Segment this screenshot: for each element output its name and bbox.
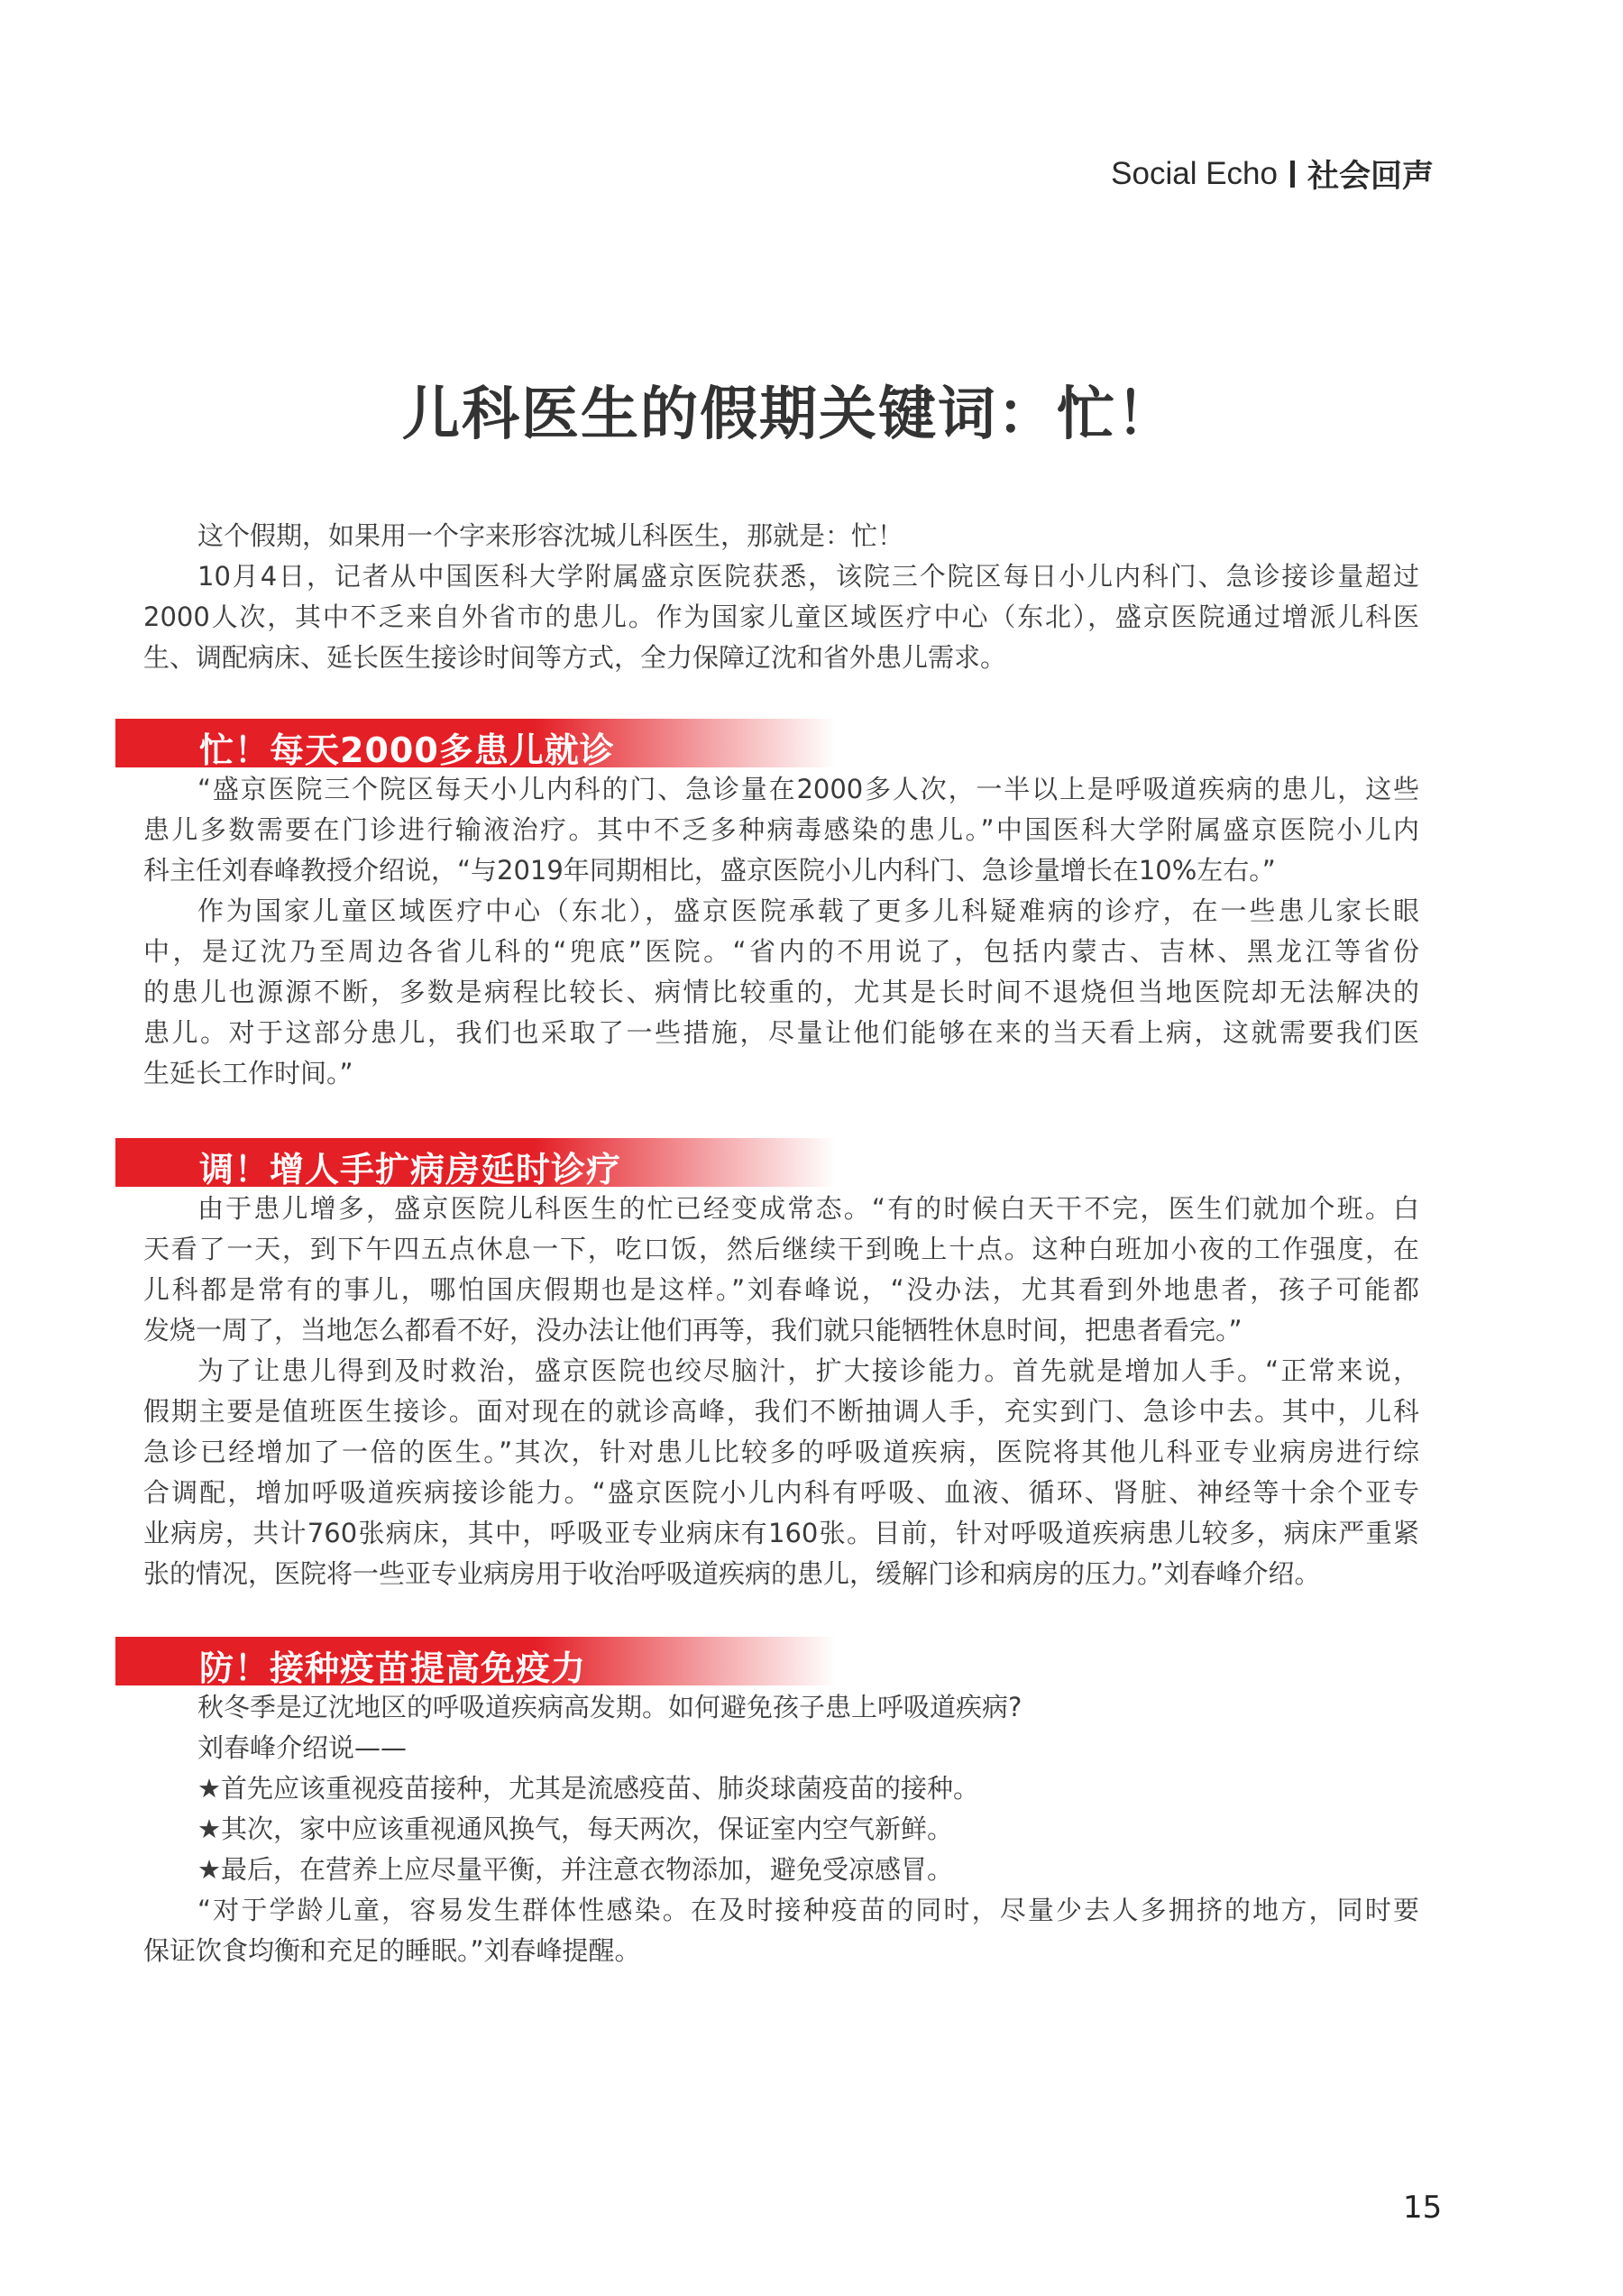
- text-line: 合调配，增加呼吸道疾病接诊能力。“盛京医院小儿内科有呼吸、血液、循环、肾脏、神经等十余个亚专: [143, 1477, 1419, 1508]
- text-line: 患儿多数需要在门诊进行输液治疗。其中不乏多种病毒感染的患儿。”中国医科大学附属盛京医院小儿内: [143, 814, 1419, 845]
- text-line: 由于患儿增多，盛京医院儿科医生的忙已经变成常态。“有的时候白天干不完，医生们就加个班。白: [197, 1193, 1419, 1224]
- text-line: 秋冬季是辽沈地区的呼吸道疾病高发期。如何避免孩子患上呼吸道疾病?: [197, 1692, 1022, 1722]
- header-divider: [1290, 161, 1295, 188]
- text-line: ★最后，在营养上应尽量平衡，并注意衣物添加，避免受凉感冒。: [197, 1854, 953, 1885]
- section-name-en: Social Echo: [1111, 156, 1278, 191]
- text-line: 保证饮食均衡和充足的睡眠。”刘春峰提醒。: [143, 1935, 641, 1966]
- text-line: “盛京医院三个院区每天小儿内科的门、急诊量在2000多人次，一半以上是呼吸道疾病的患儿，这些: [197, 774, 1419, 804]
- section-heading-bar: [115, 1138, 837, 1187]
- article-title: 儿科医生的假期关键词：忙！: [402, 381, 1176, 448]
- page-number: 15: [1403, 2190, 1443, 2226]
- text-line: ★其次，家中应该重视通风换气，每天两次，保证室内空气新鲜。: [197, 1814, 953, 1844]
- text-line: 生、调配病床、延长医生接诊时间等方式，全力保障辽沈和省外患儿需求。: [143, 642, 1007, 673]
- text-line: 科主任刘春峰教授介绍说，“与2019年同期相比，盛京医院小儿内科门、急诊量增长在10%左右。”: [143, 855, 1276, 886]
- text-line: 刘春峰介绍说——: [197, 1732, 408, 1763]
- text-line: ★首先应该重视疫苗接种，尤其是流感疫苗、肺炎球菌疫苗的接种。: [197, 1773, 979, 1804]
- text-line: 发烧一周了，当地怎么都看不好，没办法让他们再等，我们就只能牺牲休息时间，把患者看完。”: [143, 1315, 1242, 1345]
- text-line: 作为国家儿童区域医疗中心（东北），盛京医院承载了更多儿科疑难病的诊疗，在一些患儿家长眼: [197, 895, 1419, 926]
- section-heading-bar: [115, 719, 837, 770]
- text-line: 急诊已经增加了一倍的医生。”其次，针对患儿比较多的呼吸道疾病，医院将其他儿科亚专业病房进行综: [143, 1437, 1419, 1467]
- section-body: [143, 1687, 1419, 1971]
- section-heading: 忙！每天2000多患儿就诊: [199, 730, 615, 770]
- section-heading: 调！增人手扩病房延时诊疗: [199, 1150, 622, 1189]
- text-line: 10月4日，记者从中国医科大学附属盛京医院获悉，该院三个院区每日小儿内科门、急诊接诊量超过: [197, 561, 1419, 592]
- text-line: 假期主要是值班医生接诊。面对现在的就诊高峰，我们不断抽调人手，充实到门、急诊中去。其中，儿科: [143, 1396, 1419, 1427]
- text-line: 张的情况，医院将一些亚专业病房用于收治呼吸道疾病的患儿，缓解门诊和病房的压力。”刘春峰介绍。: [143, 1558, 1321, 1589]
- section-body: [143, 769, 1419, 1094]
- text-line: 这个假期，如果用一个字来形容沈城儿科医生，那就是：忙！: [197, 520, 904, 551]
- text-line: 生延长工作时间。”: [143, 1058, 353, 1088]
- section-heading: 防！接种疫苗提高免疫力: [199, 1649, 587, 1688]
- section-header: [1111, 152, 1434, 197]
- text-line: 中，是辽沈乃至周边各省儿科的“兜底”医院。“省内的不用说了，包括内蒙古、吉林、黑龙江等省份: [143, 936, 1419, 967]
- section-body: [143, 1189, 1419, 1594]
- text-line: 患儿。对于这部分患儿，我们也采取了一些措施，尽量让他们能够在来的当天看上病，这就需要我们医: [143, 1017, 1419, 1048]
- text-line: 儿科都是常有的事儿，哪怕国庆假期也是这样。”刘春峰说，“没办法，尤其看到外地患者，孩子可能都: [143, 1274, 1419, 1305]
- intro-paragraphs: [143, 516, 1419, 678]
- section-heading-bar: [115, 1637, 837, 1688]
- text-line: “对于学龄儿童，容易发生群体性感染。在及时接种疫苗的同时，尽量少去人多拥挤的地方，同时要: [197, 1895, 1419, 1925]
- section-name-cn: 社会回声: [1307, 159, 1434, 195]
- text-line: 的患儿也源源不断，多数是病程比较长、病情比较重的，尤其是长时间不退烧但当地医院却无法解决的: [143, 977, 1419, 1007]
- text-line: 为了让患儿得到及时救治，盛京医院也绞尽脑汁，扩大接诊能力。首先就是增加人手。“正常来说，: [197, 1355, 1419, 1386]
- text-line: 天看了一天，到下午四五点休息一下，吃口饭，然后继续干到晚上十点。这种白班加小夜的工作强度，在: [143, 1234, 1419, 1264]
- text-line: 业病房，共计760张病床，其中，呼吸亚专业病床有160张。目前，针对呼吸道疾病患儿较多，病床严重紧: [143, 1518, 1419, 1548]
- text-line: 2000人次，其中不乏来自外省市的患儿。作为国家儿童区域医疗中心（东北），盛京医院通过增派儿科医: [143, 602, 1419, 632]
